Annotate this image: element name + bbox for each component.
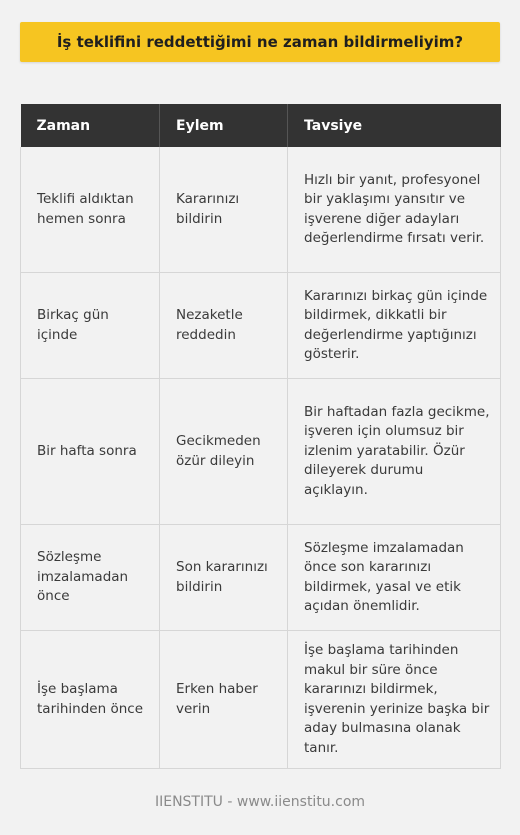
action-cell: Kararınızı bildirin: [160, 147, 288, 273]
action-cell: Gecikmeden özür dileyin: [160, 379, 288, 525]
header-tavsiye: Tavsiye: [288, 104, 501, 147]
time-cell: Bir hafta sonra: [21, 379, 160, 525]
advice-table: [20, 104, 501, 769]
action-cell: Nezaketle reddedin: [160, 273, 288, 379]
time-cell: Teklifi aldıktan hemen sonra: [21, 147, 160, 273]
action-cell: Erken haber verin: [160, 631, 288, 769]
table-header-row: [21, 104, 501, 147]
header-eylem: Eylem: [160, 104, 288, 147]
title-banner: [20, 22, 500, 62]
advice-cell: Bir haftadan fazla gecikme, işveren için olumsuz bir izlenim yaratabilir. Özür dileyerek durumu açıklayın.: [288, 379, 501, 525]
table-row: [21, 147, 501, 273]
time-cell: Birkaç gün içinde: [21, 273, 160, 379]
advice-cell: Kararınızı birkaç gün içinde bildirmek, dikkatli bir değerlendirme yaptığınızı gösterir.: [288, 273, 501, 379]
page-title: İş teklifini reddettiğimi ne zaman bildirmeliyim?: [56, 33, 464, 51]
advice-cell: Hızlı bir yanıt, profesyonel bir yaklaşımı yansıtır ve işverene diğer adayları değerlendirme fırsatı verir.: [288, 147, 501, 273]
advice-cell: İşe başlama tarihinden makul bir süre önce kararınızı bildirmek, işverenin yerinize başka bir aday bulmasına olanak tanır.: [288, 631, 501, 769]
table-row: [21, 273, 501, 379]
time-cell: Sözleşme imzalamadan önce: [21, 525, 160, 631]
table-row: [21, 525, 501, 631]
advice-cell: Sözleşme imzalamadan önce son kararınızı bildirmek, yasal ve etik açıdan önemlidir.: [288, 525, 501, 631]
header-zaman: Zaman: [21, 104, 160, 147]
footer-credit: IIENSTITU - www.iienstitu.com: [154, 794, 366, 810]
table-row: [21, 631, 501, 769]
time-cell: İşe başlama tarihinden önce: [21, 631, 160, 769]
action-cell: Son kararınızı bildirin: [160, 525, 288, 631]
table-row: [21, 379, 501, 525]
